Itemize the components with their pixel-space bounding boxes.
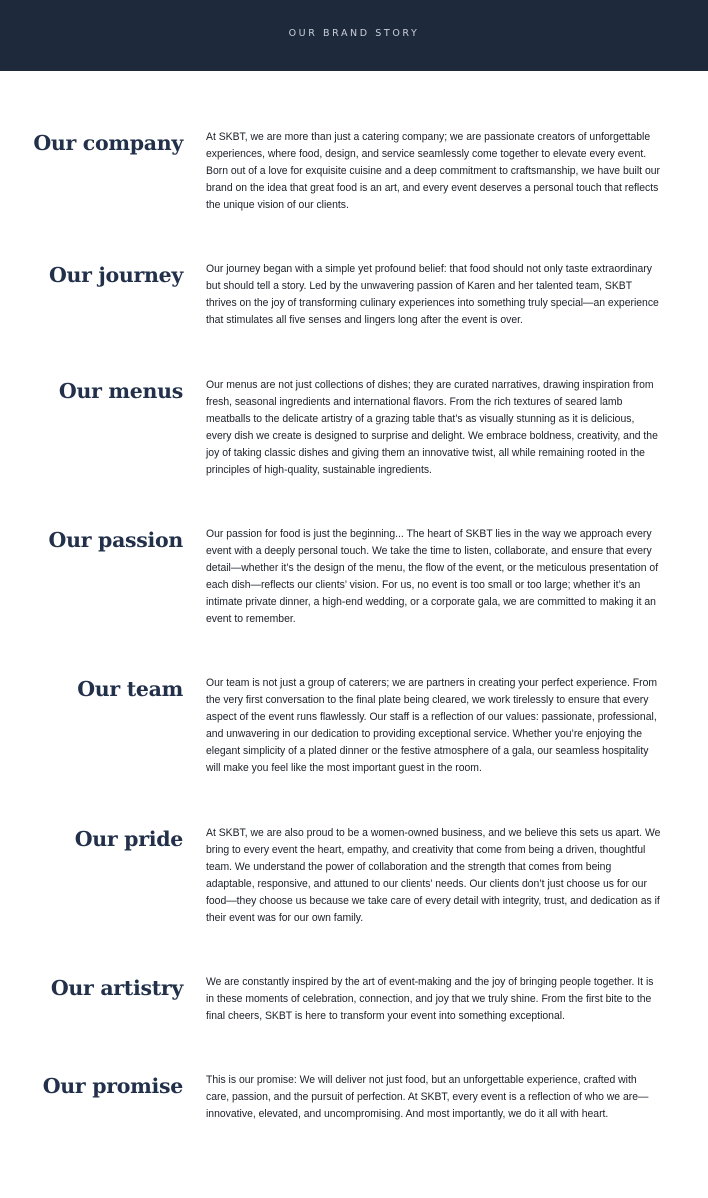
section-heading: Our promise <box>42 1074 183 1098</box>
section-text: At SKBT, we are also proud to be a women-owned business, and we believe this sets us apart. We bring to every event the heart, empathy, and creativity that come from being a driven, thoughtful team. We understand the power of collaboration and the strength that comes from being adaptable, responsive, and attuned to our clients’ needs. Our clients don’t just choose us for our food—they choose us because we take care of every detail with integrity, trust, and dedication as if their event was for our own family. <box>206 827 661 924</box>
section-heading: Our pride <box>74 827 183 851</box>
section-heading: Our menus <box>58 379 183 403</box>
section-heading: Our company <box>33 131 183 155</box>
section-text: This is our promise: We will deliver not just food, but an unforgettable experience, crafted with care, passion, and the pursuit of perfection. At SKBT, every event is a reflection of who we are—innovative, elevated, and uncompromising. And most importantly, we do it all with heart. <box>206 1074 649 1120</box>
section-heading: Our team <box>77 677 183 701</box>
section-heading: Our journey <box>48 263 183 287</box>
section-text: Our journey began with a simple yet profound belief: that food should not only taste extraordinary but should tell a story. Led by the unwavering passion of Karen and her talented team, SKBT thrives on the joy of transforming culinary experiences into something truly special—an experience that stimulates all five senses and lingers long after the event is over. <box>206 263 659 326</box>
section-text: Our menus are not just collections of dishes; they are curated narratives, drawing inspiration from fresh, seasonal ingredients and international flavors. From the rich textures of seared lamb meatballs to the delicate artistry of a grazing table that’s as visually stunning as it is delicious, every dish we create is designed to surprise and delight. We embrace boldness, creativity, and the joy of taking classic dishes and giving them an innovative twist, all while remaining rooted in the principles of high-quality, sustainable ingredients. <box>206 379 658 476</box>
section-text: At SKBT, we are more than just a catering company; we are passionate creators of unforgettable experiences, where food, design, and service seamlessly come together to elevate every event. Born out of a love for exquisite cuisine and a deep commitment to craftsmanship, we have built our brand on the idea that great food is an art, and every event deserves a personal touch that reflects the unique vision of our clients. <box>206 131 660 211</box>
top-banner <box>0 0 708 71</box>
section-heading: Our passion <box>48 528 183 552</box>
section-text: Our team is not just a group of caterers; we are partners in creating your perfect experience. From the very first conversation to the final plate being cleared, we work tirelessly to ensure that every aspect of the event runs flawlessly. Our staff is a reflection of our values: passionate, professional, and unwavering in our dedication to providing exceptional service. Whether you’re enjoying the elegant simplicity of a plated dinner or the festive atmosphere of a gala, our seamless hospitality will make you feel like the most important guest in the room. <box>206 677 658 774</box>
section-heading: Our artistry <box>50 976 183 1000</box>
section-text: Our passion for food is just the beginning... The heart of SKBT lies in the way we approach every event with a deeply personal touch. We take the time to listen, collaborate, and ensure that every detail—whether it’s the design of the menu, the flow of the event, or the meticulous presentation of each dish—reflects our clients’ vision. For us, no event is too small or too large; whether it’s an intimate private dinner, a high-end wedding, or a corporate gala, we are committed to making it an event to remember. <box>206 528 659 625</box>
section-text: We are constantly inspired by the art of event-making and the joy of bringing people together. It is in these moments of celebration, connection, and joy that we truly shine. From the first bite to the final cheers, SKBT is here to transform your event into something exceptional. <box>206 976 654 1022</box>
page-title: OUR BRAND STORY <box>288 28 420 39</box>
